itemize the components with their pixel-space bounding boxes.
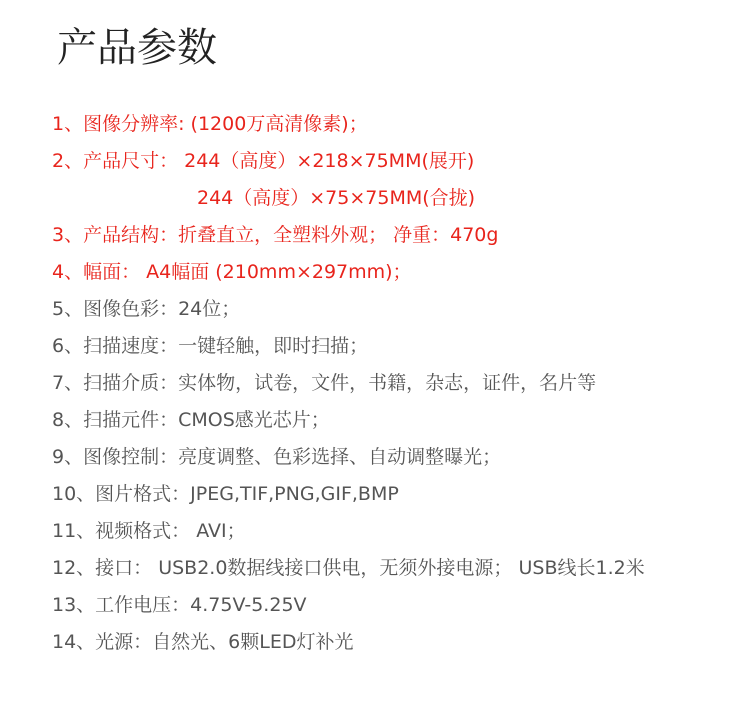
spec-item-voltage: 13、工作电压：4.75V-5.25V bbox=[52, 594, 307, 616]
spec-item-color: 5、图像色彩：24位； bbox=[52, 298, 241, 320]
spec-item-video-format: 11、视频格式： AVI； bbox=[52, 520, 246, 542]
spec-item-light-source: 14、光源：自然光、6颗LED灯补光 bbox=[52, 631, 354, 653]
spec-item-scan-media: 7、扫描介质：实体物，试卷，文件，书籍，杂志，证件，名片等 bbox=[52, 372, 597, 394]
spec-item-resolution: 1、图像分辨率: (1200万高清像素)； bbox=[52, 113, 368, 135]
spec-item-size-unfolded: 2、产品尺寸： 244（高度）×218×75MM(展开) bbox=[52, 150, 475, 172]
spec-item-size-folded: 244（高度）×75×75MM(合拢) bbox=[197, 187, 476, 209]
spec-item-image-format: 10、图片格式：JPEG,TIF,PNG,GIF,BMP bbox=[52, 483, 399, 505]
spec-item-scan-speed: 6、扫描速度：一键轻触，即时扫描； bbox=[52, 335, 369, 357]
spec-item-structure: 3、产品结构：折叠直立，全塑料外观； 净重：470g bbox=[52, 224, 499, 246]
spec-list bbox=[52, 106, 645, 661]
spec-item-interface: 12、接口： USB2.0数据线接口供电，无须外接电源； USB线长1.2米 bbox=[52, 557, 645, 579]
spec-item-sensor: 8、扫描元件：CMOS感光芯片； bbox=[52, 409, 330, 431]
spec-item-format: 4、幅面： A4幅面 (210mm×297mm)； bbox=[52, 261, 412, 283]
page-title: 产品参数 bbox=[57, 25, 217, 71]
spec-item-image-control: 9、图像控制：亮度调整、色彩选择、自动调整曝光； bbox=[52, 446, 502, 468]
